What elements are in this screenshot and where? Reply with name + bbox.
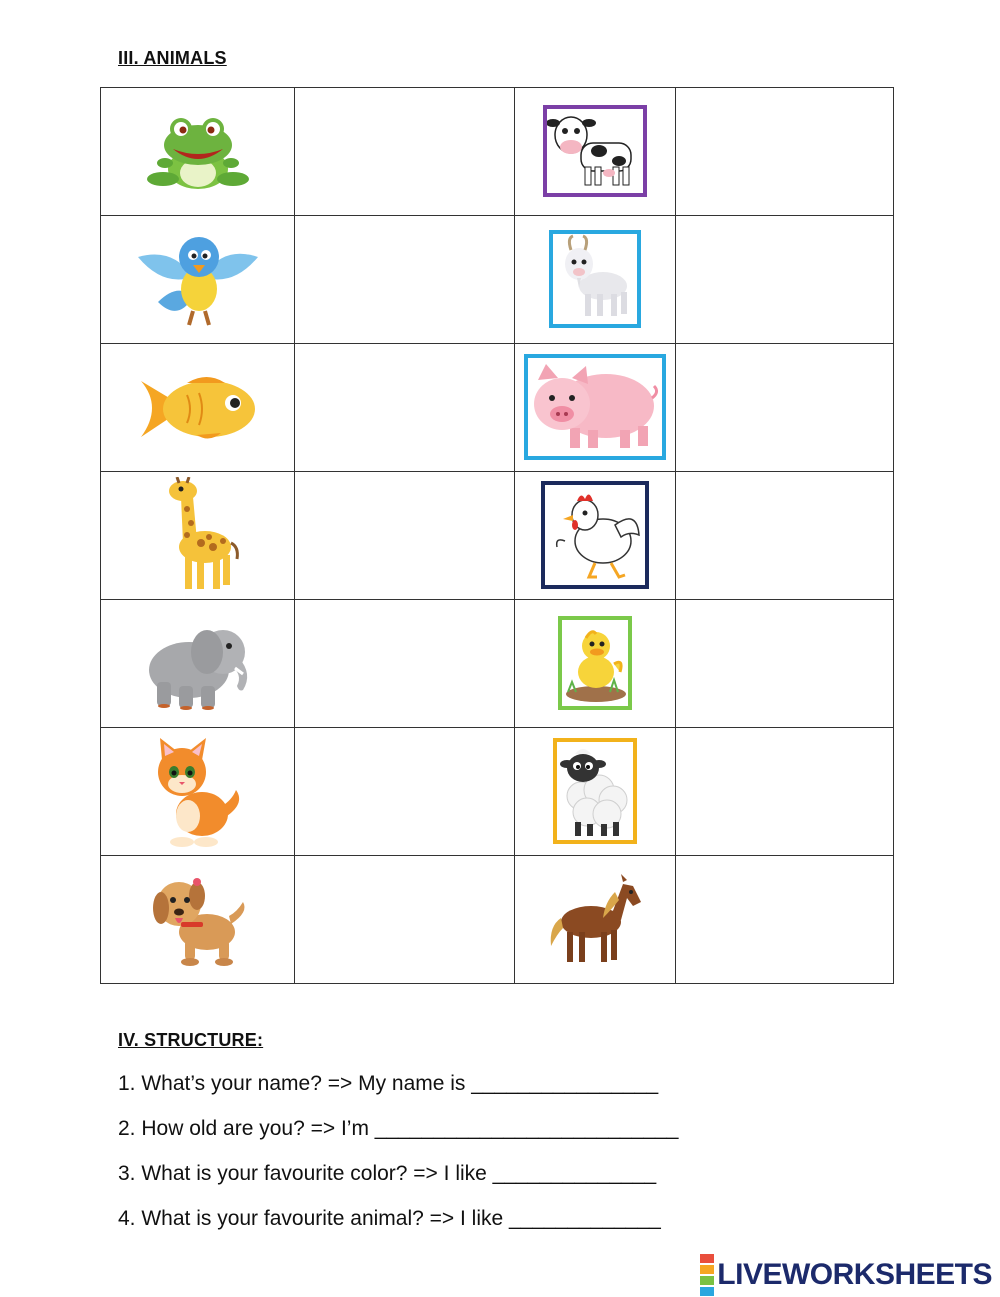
animal-picture-horse xyxy=(515,856,676,984)
logo-block xyxy=(700,1254,714,1263)
animal-picture-duck xyxy=(515,600,676,728)
brand-name: LIVEWORKSHEETS xyxy=(717,1258,992,1291)
table-row xyxy=(101,600,894,728)
picture-frame xyxy=(543,105,647,197)
question-2: 2. How old are you? => I’m __________________________ xyxy=(118,1117,679,1140)
animal-picture-pig xyxy=(515,344,676,472)
answer-box[interactable] xyxy=(676,856,894,984)
horse-icon xyxy=(545,872,645,968)
answer-box[interactable] xyxy=(676,344,894,472)
answer-box[interactable] xyxy=(295,600,515,728)
elephant-icon xyxy=(139,616,257,712)
table-row xyxy=(101,728,894,856)
fish-icon xyxy=(137,371,259,445)
picture-frame xyxy=(541,481,649,589)
bird-icon xyxy=(133,227,263,332)
logo-block xyxy=(700,1287,714,1296)
question-1: 1. What’s your name? => My name is ________________ xyxy=(118,1072,659,1095)
answer-box[interactable] xyxy=(295,216,515,344)
cat-icon xyxy=(148,734,248,850)
table-row xyxy=(101,216,894,344)
picture-frame xyxy=(549,230,641,328)
animal-picture-frog xyxy=(101,88,295,216)
answer-box[interactable] xyxy=(676,600,894,728)
answer-box[interactable] xyxy=(676,88,894,216)
answer-box[interactable] xyxy=(295,88,515,216)
giraffe-icon xyxy=(153,477,243,595)
animal-picture-bird xyxy=(101,216,295,344)
animal-picture-elephant xyxy=(101,600,295,728)
animal-picture-goat xyxy=(515,216,676,344)
question-4: 4. What is your favourite animal? => I like _____________ xyxy=(118,1207,661,1230)
table-row xyxy=(101,472,894,600)
animal-picture-cow xyxy=(515,88,676,216)
answer-box[interactable] xyxy=(295,856,515,984)
answer-box[interactable] xyxy=(676,728,894,856)
cow-icon xyxy=(547,109,643,193)
animal-picture-fish xyxy=(101,344,295,472)
animal-picture-dog xyxy=(101,856,295,984)
picture-frame xyxy=(558,616,632,710)
picture-frame xyxy=(524,354,666,460)
animal-picture-chicken xyxy=(515,472,676,600)
question-3: 3. What is your favourite color? => I like ______________ xyxy=(118,1162,657,1185)
answer-box[interactable] xyxy=(295,728,515,856)
chicken-icon xyxy=(545,485,645,585)
answer-box[interactable] xyxy=(676,472,894,600)
animals-table xyxy=(100,87,894,984)
answer-box[interactable] xyxy=(295,472,515,600)
section-heading-animals: III. ANIMALS xyxy=(118,48,227,68)
section-heading-structure: IV. STRUCTURE: xyxy=(118,1030,264,1050)
animal-picture-sheep xyxy=(515,728,676,856)
logo-block xyxy=(700,1276,714,1285)
answer-box[interactable] xyxy=(295,344,515,472)
frog-icon xyxy=(143,107,253,197)
table-row xyxy=(101,856,894,984)
goat-icon xyxy=(553,234,637,324)
logo-block xyxy=(700,1265,714,1274)
pig-icon xyxy=(528,358,662,456)
animal-picture-giraffe xyxy=(101,472,295,600)
duck-icon xyxy=(562,620,628,706)
liveworksheets-logo xyxy=(700,1253,992,1297)
sheep-icon xyxy=(557,742,633,840)
dog-icon xyxy=(145,872,251,968)
animal-picture-cat xyxy=(101,728,295,856)
table-row xyxy=(101,344,894,472)
picture-frame xyxy=(553,738,637,844)
answer-box[interactable] xyxy=(676,216,894,344)
table-row xyxy=(101,88,894,216)
logo-mark-icon xyxy=(700,1253,714,1297)
